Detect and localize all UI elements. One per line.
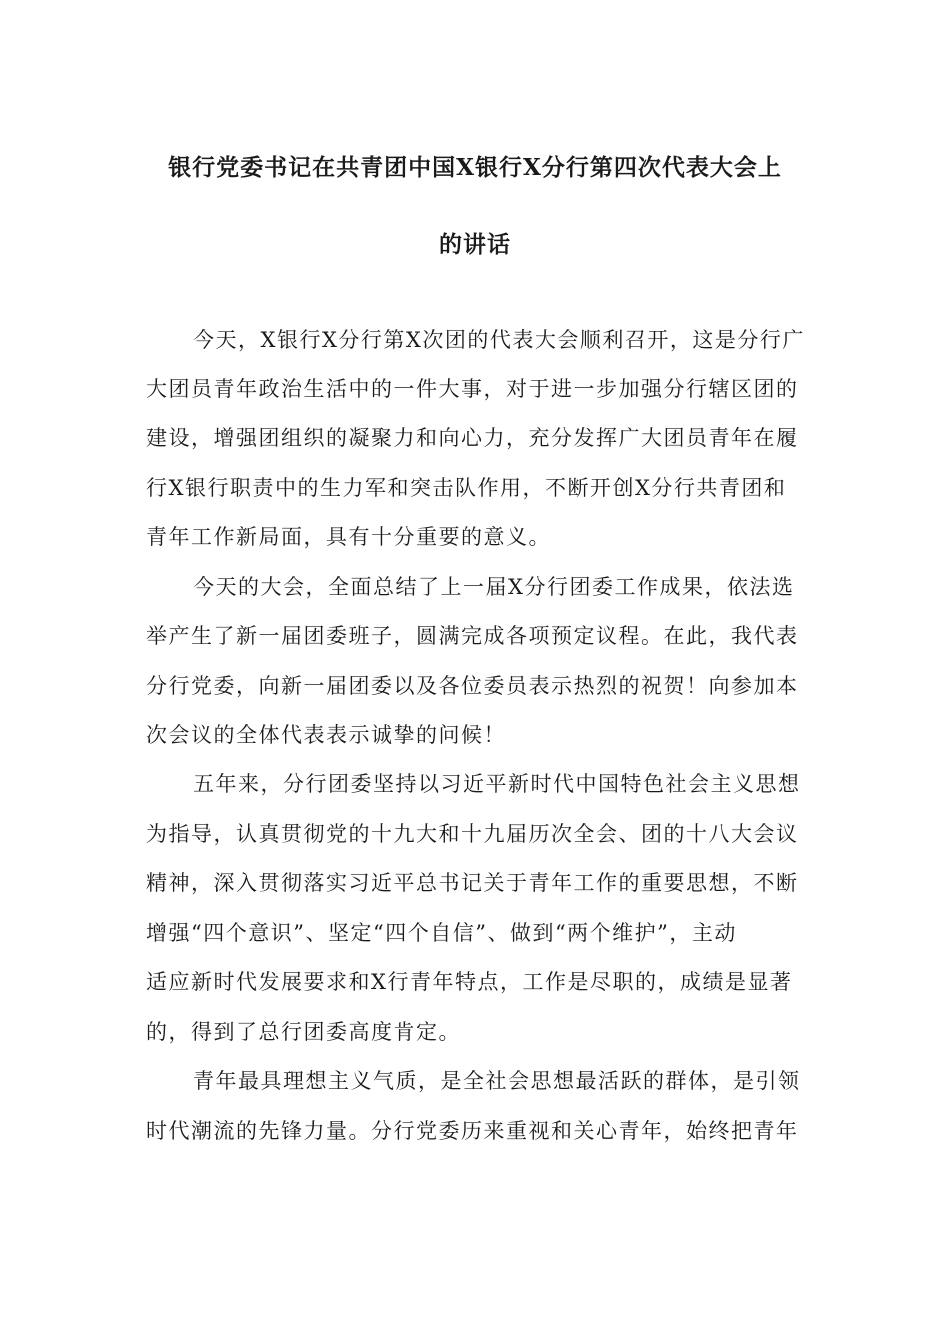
body-line: 适应新时代发展要求和X行青年特点，工作是尽职的，成绩是显著 <box>146 970 793 994</box>
body-line: 青年工作新局面，具有十分重要的意义。 <box>146 525 551 549</box>
body-line: 的，得到了总行团委高度肯定。 <box>146 1020 461 1044</box>
body-line: 为指导，认真贯彻党的十九大和十九届历次全会、团的十八大会议 <box>146 822 799 846</box>
body-line: 行X银行职责中的生力军和突击队作用，不断开创X分行共青团和 <box>146 476 787 500</box>
body-line: 增强“四个意识”、坚定“四个自信”、做到“两个维护”，主动 <box>146 921 737 945</box>
body-line: 次会议的全体代表表示诚挚的问候！ <box>146 723 506 747</box>
body-line: 五年来，分行团委坚持以习近平新时代中国特色社会主义思想 <box>193 772 801 796</box>
body-line: 大团员青年政治生活中的一件大事，对于进一步加强分行辖区团的 <box>146 377 799 401</box>
body-line: 今天的大会，全面总结了上一届X分行团委工作成果，依法选 <box>193 575 795 599</box>
body-line: 举产生了新一届团委班子，圆满完成各项预定议程。在此，我代表 <box>146 624 799 648</box>
body-line: 青年最具理想主义气质，是全社会思想最活跃的群体，是引领 <box>193 1069 801 1093</box>
body-line: 建设，增强团组织的凝聚力和向心力，充分发挥广大团员青年在履 <box>146 426 799 450</box>
body-line: 分行党委，向新一届团委以及各位委员表示热烈的祝贺！向参加本 <box>146 674 799 698</box>
document-title-line-2: 的讲话 <box>439 231 511 258</box>
body-line: 时代潮流的先锋力量。分行党委历来重视和关心青年，始终把青年 <box>146 1119 799 1143</box>
document-title-line-1: 银行党委书记在共青团中国X银行X分行第四次代表大会上 <box>168 154 782 181</box>
body-line: 今天，X银行X分行第X次团的代表大会顺利召开，这是分行广 <box>193 328 805 352</box>
body-line: 精神，深入贯彻落实习近平总书记关于青年工作的重要思想，不断 <box>146 871 799 895</box>
